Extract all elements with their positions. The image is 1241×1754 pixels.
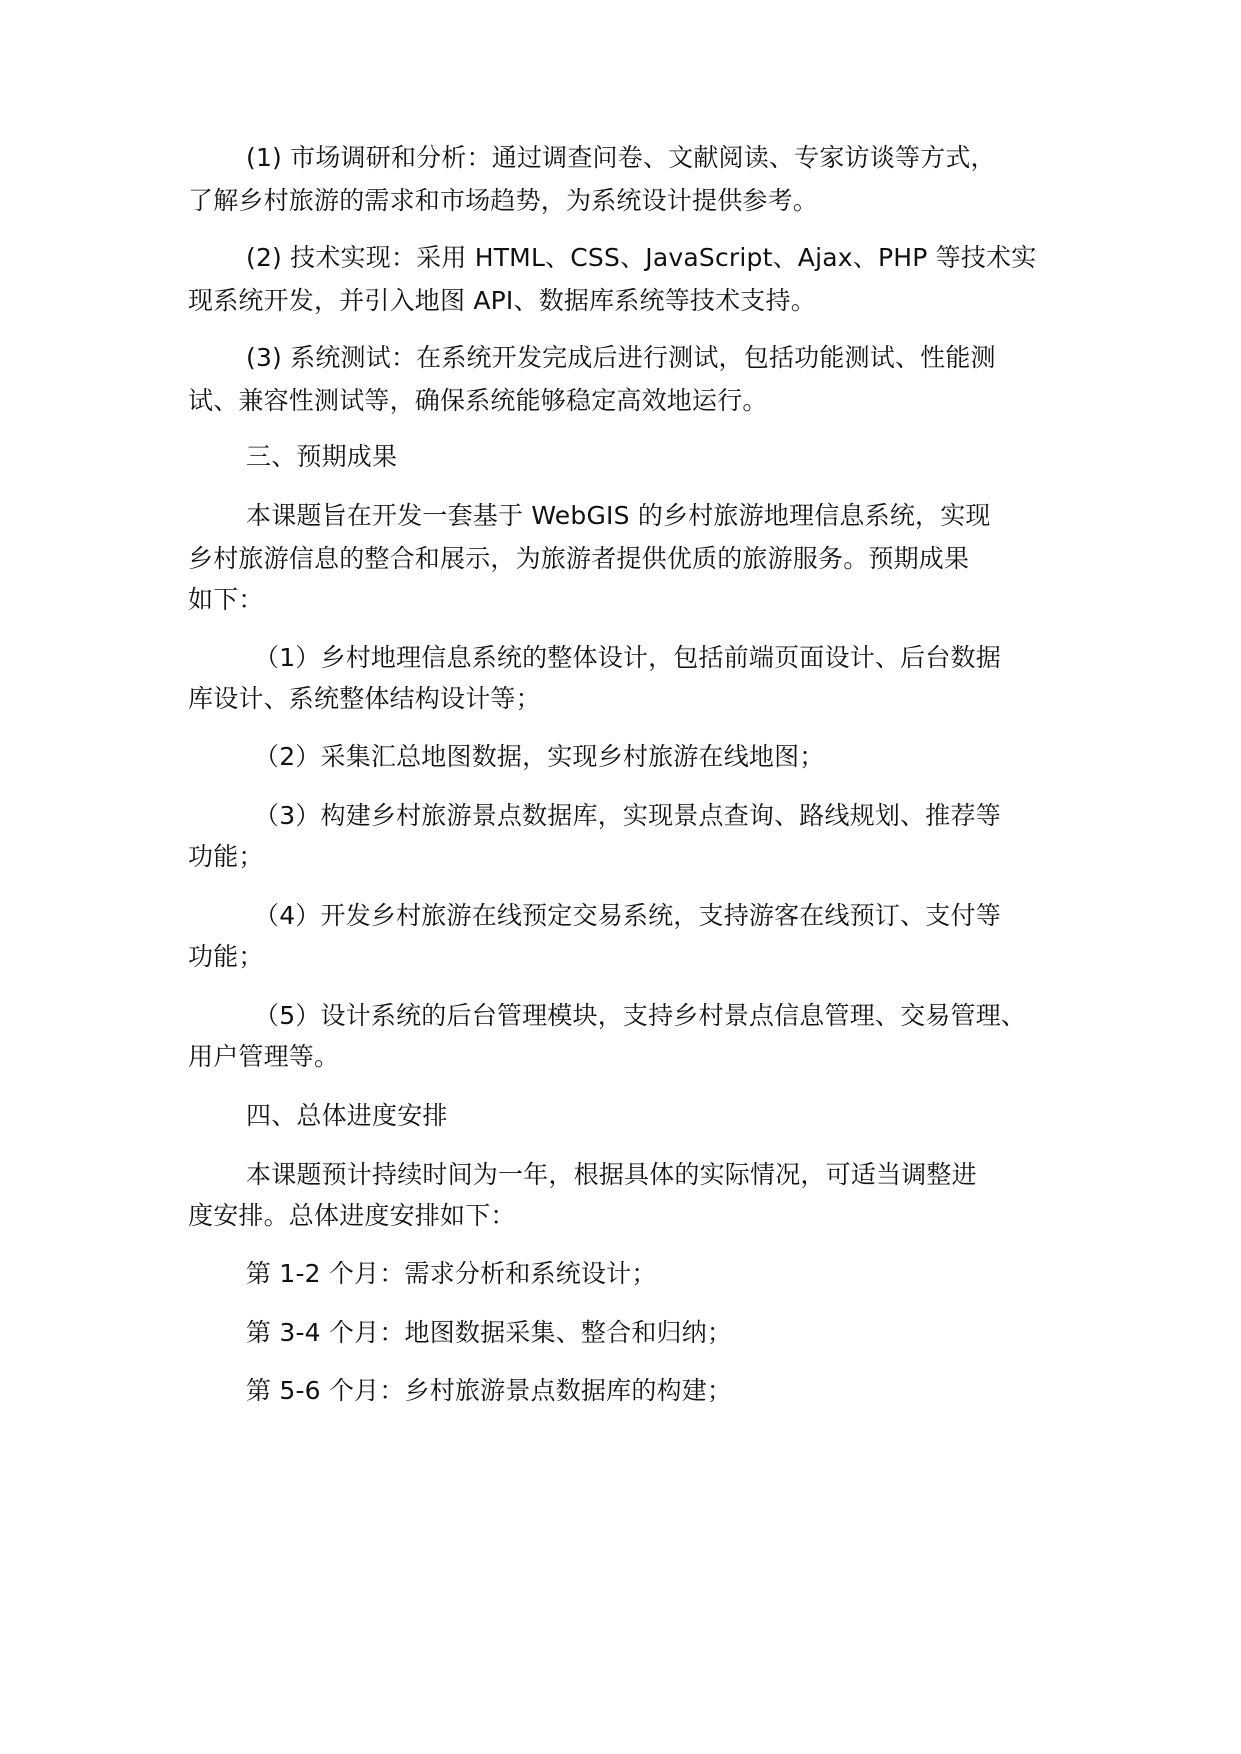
paragraph-tech-implementation-line-1: (2) 技术实现：采用 HTML、CSS、JavaScript、Ajax、PHP 等技术实 bbox=[246, 243, 1037, 272]
schedule-item-months-5-6: 第 5-6 个月：乡村旅游景点数据库的构建； bbox=[246, 1376, 733, 1405]
paragraph-results-intro-line-1: 本课题旨在开发一套基于 WebGIS 的乡村旅游地理信息系统，实现 bbox=[246, 501, 991, 530]
paragraph-results-intro-line-3: 如下： bbox=[188, 585, 264, 614]
result-item-5-line-2: 用户管理等。 bbox=[188, 1042, 340, 1071]
paragraph-schedule-intro-line-1: 本课题预计持续时间为一年，根据具体的实际情况，可适当调整进 bbox=[246, 1160, 977, 1189]
result-item-1-line-2: 库设计、系统整体结构设计等； bbox=[188, 684, 541, 713]
result-item-3-line-2: 功能； bbox=[188, 842, 264, 871]
result-item-4-line-1: （4）开发乡村旅游在线预定交易系统，支持游客在线预订、支付等 bbox=[254, 901, 1001, 930]
paragraph-market-research-line-2: 了解乡村旅游的需求和市场趋势，为系统设计提供参考。 bbox=[188, 186, 819, 215]
section-heading-expected-results: 三、预期成果 bbox=[246, 442, 398, 471]
result-item-3-line-1: （3）构建乡村旅游景点数据库，实现景点查询、路线规划、推荐等 bbox=[254, 801, 1001, 830]
result-item-1-line-1: （1）乡村地理信息系统的整体设计，包括前端页面设计、后台数据 bbox=[254, 643, 1001, 672]
section-heading-schedule: 四、总体进度安排 bbox=[246, 1101, 448, 1130]
paragraph-system-testing-line-1: (3) 系统测试：在系统开发完成后进行测试，包括功能测试、性能测 bbox=[246, 343, 996, 372]
result-item-5-line-1: （5）设计系统的后台管理模块，支持乡村景点信息管理、交易管理、 bbox=[254, 1001, 1027, 1030]
result-item-4-line-2: 功能； bbox=[188, 942, 264, 971]
schedule-item-months-1-2: 第 1-2 个月：需求分析和系统设计； bbox=[246, 1259, 657, 1288]
paragraph-system-testing-line-2: 试、兼容性测试等，确保系统能够稳定高效地运行。 bbox=[188, 386, 768, 415]
paragraph-tech-implementation-line-2: 现系统开发，并引入地图 API、数据库系统等技术支持。 bbox=[188, 286, 816, 315]
paragraph-schedule-intro-line-2: 度安排。总体进度安排如下： bbox=[188, 1201, 516, 1230]
paragraph-results-intro-line-2: 乡村旅游信息的整合和展示，为旅游者提供优质的旅游服务。预期成果 bbox=[188, 544, 970, 573]
schedule-item-months-3-4: 第 3-4 个月：地图数据采集、整合和归纳； bbox=[246, 1318, 733, 1347]
result-item-2: （2）采集汇总地图数据，实现乡村旅游在线地图； bbox=[254, 742, 825, 771]
paragraph-market-research-line-1: (1) 市场调研和分析：通过调查问卷、文献阅读、专家访谈等方式， bbox=[246, 143, 996, 172]
